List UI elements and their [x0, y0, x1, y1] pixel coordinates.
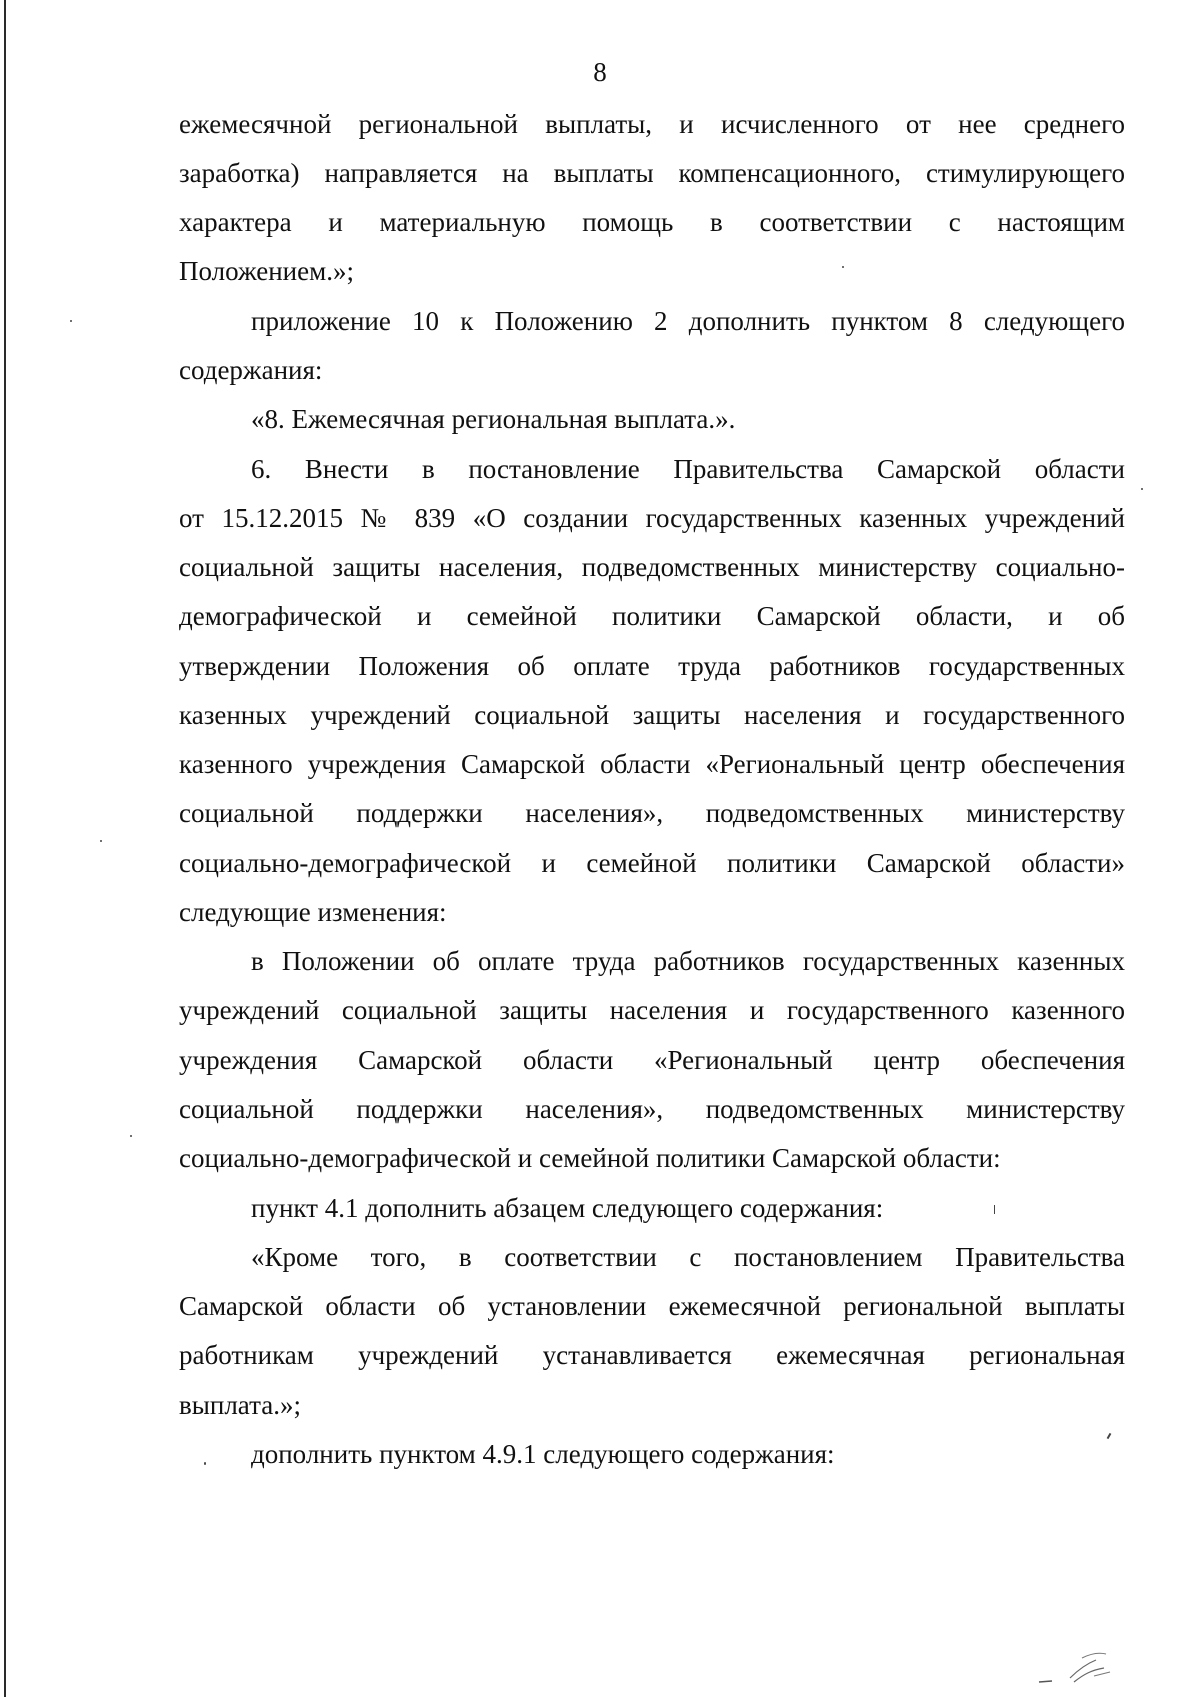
text-line: следующие изменения:	[179, 897, 447, 927]
scan-edge-line	[4, 0, 6, 1697]
text-line: демографической и семейной политики Самарской области, и об	[179, 601, 1125, 631]
scan-speck	[1141, 488, 1143, 490]
scan-speck	[204, 1462, 206, 1465]
text-line: учреждения Самарской области «Региональный центр обеспечения	[179, 1045, 1125, 1075]
text-line: социальной защиты населения, подведомственных министерству социально-	[179, 552, 1125, 582]
text-line: учреждений социальной защиты населения и государственного казенного	[179, 995, 1125, 1025]
text-line: ежемесячной региональной выплаты, и исчисленного от нее среднего	[179, 109, 1125, 139]
text-line: «Кроме того, в соответствии с постановлением Правительства	[251, 1242, 1125, 1272]
text-line: содержания:	[179, 355, 323, 385]
scan-speck	[994, 1205, 995, 1214]
scan-speck	[100, 840, 102, 842]
text-line: утверждении Положения об оплате труда работников государственных	[179, 651, 1125, 681]
text-line: пункт 4.1 дополнить абзацем следующего содержания:	[251, 1193, 884, 1223]
text-line: Самарской области об установлении ежемесячной региональной выплаты	[179, 1291, 1125, 1321]
text-line: выплата.»;	[179, 1390, 301, 1420]
scan-speck	[70, 320, 72, 322]
text-line: дополнить пунктом 4.9.1 следующего содержания:	[251, 1439, 835, 1469]
text-line: 6. Внести в постановление Правительства Самарской области	[251, 454, 1125, 484]
text-line: характера и материальную помощь в соответствии с настоящим	[179, 207, 1125, 237]
text-line: социальной поддержки населения», подведомственных министерству	[179, 798, 1125, 828]
text-line: приложение 10 к Положению 2 дополнить пунктом 8 следующего	[251, 306, 1125, 336]
text-line: социально-демографической и семейной политики Самарской области»	[179, 848, 1125, 878]
text-line: заработка) направляется на выплаты компенсационного, стимулирующего	[179, 158, 1125, 188]
text-line: от 15.12.2015 № 839 «О создании государственных казенных учреждений	[179, 503, 1125, 533]
scan-speck	[130, 1135, 132, 1137]
scan-speck	[842, 266, 844, 268]
text-line: Положением.»;	[179, 256, 354, 286]
text-line: социально-демографической и семейной политики Самарской области:	[179, 1143, 1001, 1173]
page-number: 8	[593, 57, 607, 87]
text-line: казенных учреждений социальной защиты населения и государственного	[179, 700, 1125, 730]
text-line: в Положении об оплате труда работников государственных казенных	[251, 946, 1125, 976]
pen-scribble-mark	[1034, 1640, 1124, 1690]
text-line: социальной поддержки населения», подведомственных министерству	[179, 1094, 1125, 1124]
text-line: работникам учреждений устанавливается ежемесячная региональная	[179, 1340, 1125, 1370]
text-line: казенного учреждения Самарской области «Региональный центр обеспечения	[179, 749, 1125, 779]
text-line: «8. Ежемесячная региональная выплата.».	[251, 404, 736, 434]
